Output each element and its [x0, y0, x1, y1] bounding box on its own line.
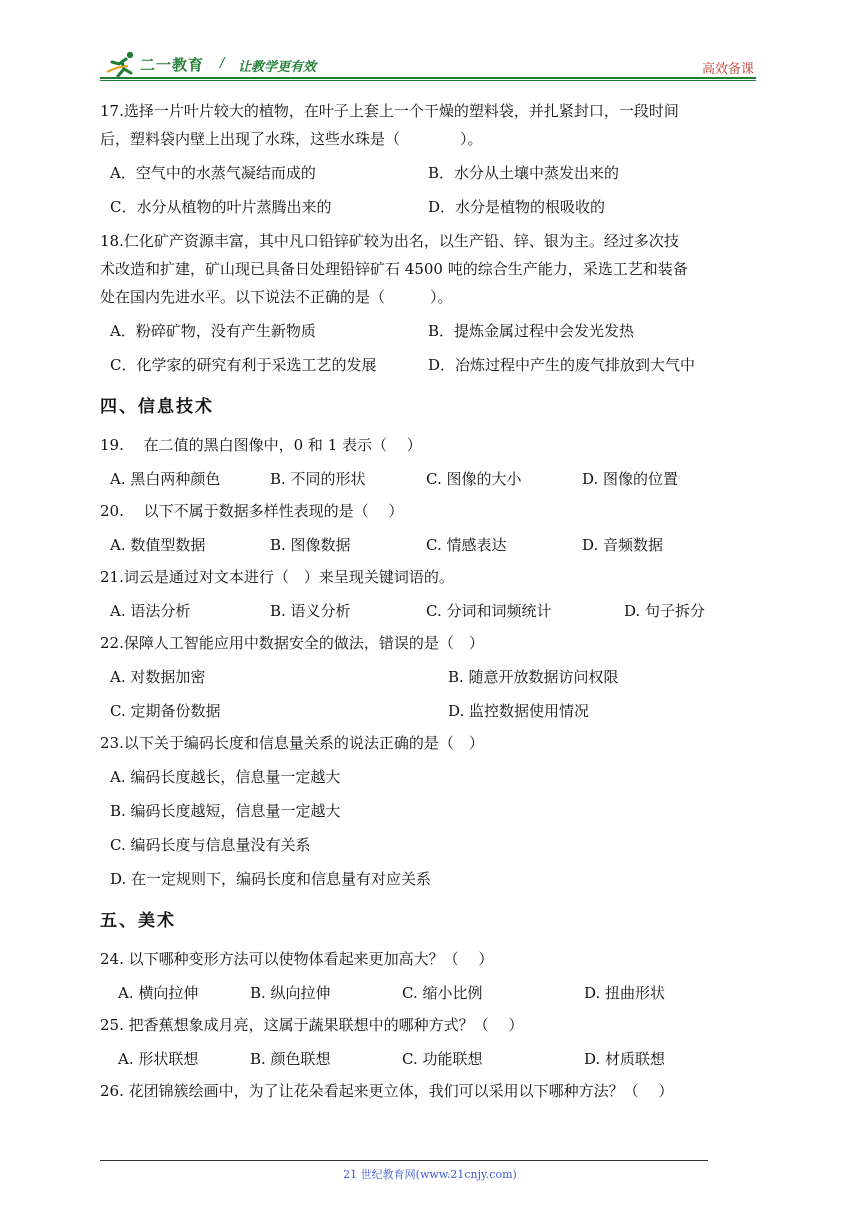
runner-logo-icon: [106, 50, 140, 78]
question-19-options: [110, 467, 760, 491]
question-25-options: [118, 1047, 760, 1071]
option-a: A．空气中的水蒸气凝结而成的: [110, 164, 316, 182]
question-24-stem: 24. 以下哪种变形方法可以使物体看起来更加高大？（ ）: [100, 950, 494, 968]
section-heading-art: 五、美术: [100, 911, 176, 931]
question-17-stem: 17.选择一片叶片较大的植物，在叶子上套上一个干燥的塑料袋，并扎紧封口，一段时间 后，塑料袋内壁上出现了水珠，这些水珠是（ ）。: [100, 102, 679, 148]
question-23-option-d: D. 在一定规则下，编码长度和信息量有对应关系: [110, 870, 432, 888]
option-b: B. 图像数据: [270, 536, 351, 554]
option-a: A. 形状联想: [118, 1050, 199, 1068]
option-b: B．提炼金属过程中会发光发热: [428, 322, 635, 340]
question-25-stem: 25. 把香蕉想象成月亮，这属于蔬果联想中的哪种方式？（ ）: [100, 1016, 524, 1034]
question-18-stem: 18.仁化矿产资源丰富，其中凡口铅锌矿较为出名，以生产铅、锌、银为主。经过多次技 术改造和扩建，矿山现已具备日处理铅锌矿石 4500 吨的综合生产能力，采选工艺和装备 处在国内先进水平。以下说法不正确的是（ ）。: [100, 232, 688, 306]
question-20-options: [110, 533, 760, 557]
question-22-options-row1: [110, 665, 760, 689]
option-d: D. 图像的位置: [582, 470, 679, 488]
option-d: D．水分是植物的根吸收的: [428, 198, 606, 216]
option-d: D. 句子拆分: [624, 602, 706, 620]
section-heading-it: 四、信息技术: [100, 397, 214, 417]
question-23-option-b: B. 编码长度越短，信息量一定越大: [110, 802, 341, 820]
option-d: D. 扭曲形状: [584, 984, 666, 1002]
question-24-options: [118, 981, 760, 1005]
option-c: C. 缩小比例: [402, 984, 483, 1002]
header-tagline: 高效备课: [701, 62, 754, 77]
option-c: C．化学家的研究有利于采选工艺的发展: [110, 356, 377, 374]
question-18-options-row2: [110, 353, 760, 377]
question-22-stem: 22.保障人工智能应用中数据安全的做法，错误的是（ ）: [100, 634, 484, 652]
option-b: B．水分从土壤中蒸发出来的: [428, 164, 620, 182]
question-22-options-row2: [110, 699, 760, 723]
question-19-stem: 19. 在二值的黑白图像中，0 和 1 表示（ ）: [100, 436, 422, 454]
option-d: D. 监控数据使用情况: [448, 702, 590, 720]
option-c: C. 定期备份数据: [110, 702, 221, 720]
option-c: C. 图像的大小: [426, 470, 522, 488]
header-divider-thin: [100, 80, 756, 81]
header-separator: /: [220, 56, 225, 71]
question-23-option-a: A. 编码长度越长，信息量一定越大: [110, 768, 341, 786]
question-21-stem: 21.词云是通过对文本进行（ ）来呈现关键词语的。: [100, 568, 454, 586]
option-c: C. 功能联想: [402, 1050, 483, 1068]
document-body: [100, 97, 760, 1103]
option-b: B. 不同的形状: [270, 470, 366, 488]
option-c: C. 情感表达: [426, 536, 507, 554]
question-21-options: [110, 599, 760, 623]
option-b: B. 语义分析: [270, 602, 351, 620]
option-a: A. 语法分析: [110, 602, 191, 620]
question-18-options-row1: [110, 319, 760, 343]
brand-name: 二一教育: [140, 56, 205, 74]
question-26-stem: 26. 花团锦簇绘画中，为了让花朵看起来更立体，我们可以采用以下哪种方法？（ ）: [100, 1082, 674, 1100]
page-header: [100, 48, 756, 80]
question-17-options-row2: [110, 195, 760, 219]
option-d: D. 音频数据: [582, 536, 664, 554]
option-a: A. 黑白两种颜色: [110, 470, 221, 488]
option-b: B. 颜色联想: [250, 1050, 331, 1068]
option-a: A. 对数据加密: [110, 668, 206, 686]
question-17-options-row1: [110, 161, 760, 185]
option-c: C. 分词和词频统计: [426, 602, 552, 620]
option-a: A. 数值型数据: [110, 536, 206, 554]
option-b: B. 纵向拉伸: [250, 984, 331, 1002]
brand-slogan: 让教学更有效: [238, 60, 317, 75]
option-a: A．粉碎矿物，没有产生新物质: [110, 322, 316, 340]
option-b: B. 随意开放数据访问权限: [448, 668, 619, 686]
header-divider: [100, 77, 756, 79]
option-a: A. 横向拉伸: [118, 984, 199, 1002]
option-d: D．冶炼过程中产生的废气排放到大气中: [428, 356, 696, 374]
option-d: D. 材质联想: [584, 1050, 666, 1068]
question-20-stem: 20. 以下不属于数据多样性表现的是（ ）: [100, 502, 404, 520]
question-23-stem: 23.以下关于编码长度和信息量关系的说法正确的是（ ）: [100, 734, 484, 752]
page-footer: 21 世纪教育网(www.21cnjy.com): [343, 1168, 517, 1181]
option-c: C．水分从植物的叶片蒸腾出来的: [110, 198, 332, 216]
question-23-option-c: C. 编码长度与信息量没有关系: [110, 836, 311, 854]
footer-divider: [100, 1160, 708, 1161]
